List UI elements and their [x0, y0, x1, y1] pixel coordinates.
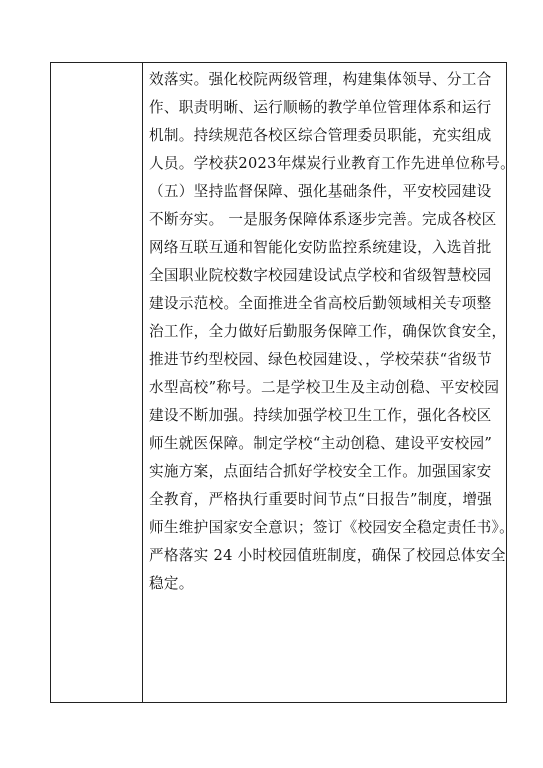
report-text-cell [149, 66, 516, 598]
text-line: 全国职业院校数字校园建设试点学校和省级智慧校园 [149, 267, 492, 284]
text-line: 不断夯实。 一是服务保障体系逐步完善。完成各校区 [149, 211, 497, 228]
text-line: 机制。持续规范各校区综合管理委员职能，充实组成 [149, 127, 492, 144]
text-line: 建设不断加强。持续加强学校卫生工作，强化各校区 [149, 407, 492, 424]
text-line: 严格落实 24 小时校园值班制度，确保了校园总体安全 [149, 547, 506, 564]
text-line: 网络互联互通和智能化安防监控系统建设，入选首批 [149, 239, 492, 256]
text-line: 师生就医保障。制定学校“主动创稳、建设平安校园” [149, 435, 493, 452]
text-line: 治工作，全力做好后勤服务保障工作，确保饮食安全， [149, 323, 507, 340]
column-divider [142, 62, 143, 703]
left-label-cell [51, 63, 142, 702]
text-line: 水型高校”称号。二是学校卫生及主动创稳、平安校园 [149, 379, 500, 396]
text-line: （五）坚持监督保障、强化基础条件，平安校园建设 [149, 183, 492, 200]
text-line: 推进节约型校园、绿色校园建设、，学校荣获“省级节 [149, 351, 493, 368]
text-line: 师生维护国家安全意识；签订《校园安全稳定责任书》。 [149, 519, 515, 536]
text-line: 作、职责明晰、运行顺畅的教学单位管理体系和运行 [149, 99, 492, 116]
text-line: 稳定。 [149, 575, 194, 592]
text-line: 建设示范校。全面推进全省高校后勤领域相关专项整 [149, 295, 492, 312]
text-line: 全教育，严格执行重要时间节点“日报告”制度，增强 [149, 491, 493, 508]
text-line: 效落实。强化校院两级管理，构建集体领导、分工合 [149, 71, 492, 88]
text-line: 实施方案，点面结合抓好学校安全工作。加强国家安 [149, 463, 492, 480]
text-line: 人员。学校获2023年煤炭行业教育工作先进单位称号。 [149, 155, 516, 172]
